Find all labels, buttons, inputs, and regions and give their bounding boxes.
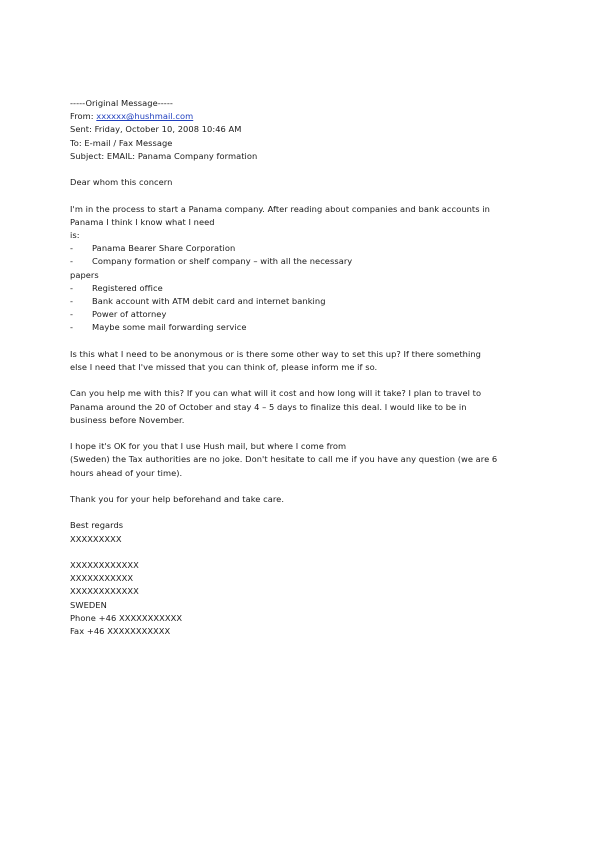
- list-item-text: Maybe some mail forwarding service: [92, 322, 247, 333]
- spacer: [70, 506, 530, 519]
- list-item-text: Registered office: [92, 282, 163, 293]
- sent-line: Sent: Friday, October 10, 2008 10:46 AM: [70, 124, 242, 135]
- address-line: XXXXXXXXXXXX: [70, 559, 139, 570]
- bullet-dash: -: [70, 322, 74, 333]
- paragraph-line: (Sweden) the Tax authorities are no joke. Don't hesitate to call me if you have any question (we are 6: [70, 454, 498, 465]
- bullet-dash: -: [70, 309, 74, 320]
- intro-line: is:: [70, 230, 80, 240]
- bullet-dash: -: [70, 256, 74, 267]
- from-email-link[interactable]: xxxxxx@hushmail.com: [96, 111, 194, 122]
- address-line: XXXXXXXXXXXX: [70, 586, 139, 597]
- paragraph-line: else I need that I've missed that you can think of, please inform me if so.: [70, 362, 378, 373]
- intro-paragraph: [70, 203, 530, 243]
- paragraph-line: business before November.: [70, 414, 185, 425]
- list-item: [70, 321, 530, 334]
- spacer: [70, 163, 530, 176]
- from-label: From:: [70, 111, 97, 122]
- list-item: [70, 308, 530, 321]
- question-paragraph: [70, 348, 530, 374]
- hushmail-paragraph: [70, 440, 530, 480]
- thanks-line: Thank you for your help beforehand and take care.: [70, 494, 285, 504]
- list-item: [70, 295, 530, 308]
- bullet-dash: -: [70, 296, 74, 307]
- spacer: [70, 374, 530, 387]
- paragraph-line: I hope it's OK for you that I use Hush mail, but where I come from: [70, 441, 347, 452]
- subject-line: Subject: EMAIL: Panama Company formation: [70, 150, 258, 161]
- list-item-text: Power of attorney: [92, 309, 167, 320]
- greeting: Dear whom this concern: [70, 177, 173, 188]
- spacer: [70, 189, 530, 202]
- list-item: [70, 242, 530, 255]
- list-item-text: Company formation or shelf company – with all the necessary: [92, 256, 353, 267]
- email-body: [70, 97, 530, 638]
- paragraph-line: Panama around the 20 of October and stay 4 – 5 days to finalize this deal. I would like to be in: [70, 401, 467, 412]
- to-line: To: E-mail / Fax Message: [70, 137, 173, 148]
- spacer: [70, 335, 530, 348]
- list-item-text: Bank account with ATM debit card and internet banking: [92, 296, 326, 307]
- address-country: SWEDEN: [70, 599, 107, 610]
- list-item-text: Panama Bearer Share Corporation: [92, 243, 236, 254]
- spacer: [70, 427, 530, 440]
- paragraph-line: Is this what I need to be anonymous or is there some other way to set this up? If there something: [70, 348, 481, 359]
- bullet-dash: -: [70, 282, 74, 293]
- intro-line: I'm in the process to start a Panama company. After reading about companies and bank accounts in: [70, 203, 490, 214]
- original-message-header: -----Original Message-----: [70, 98, 173, 108]
- phone-line: Phone +46 XXXXXXXXXXX: [70, 612, 183, 623]
- from-line: [70, 110, 530, 123]
- regards-line: Best regards: [70, 520, 124, 531]
- sender-name: XXXXXXXXX: [70, 533, 122, 544]
- list-item: [70, 255, 530, 268]
- list-item: [70, 282, 530, 295]
- paragraph-line: hours ahead of your time).: [70, 467, 183, 478]
- fax-line: Fax +46 XXXXXXXXXXX: [70, 626, 171, 636]
- bullet-dash: -: [70, 243, 74, 254]
- paragraph-line: Can you help me with this? If you can what will it cost and how long will it take? I plan to travel to: [70, 388, 482, 399]
- intro-line: Panama I think I know what I need: [70, 216, 215, 227]
- address-line: XXXXXXXXXXX: [70, 573, 134, 584]
- travel-paragraph: [70, 387, 530, 427]
- papers-line: papers: [70, 269, 99, 280]
- spacer: [70, 546, 530, 559]
- spacer: [70, 480, 530, 493]
